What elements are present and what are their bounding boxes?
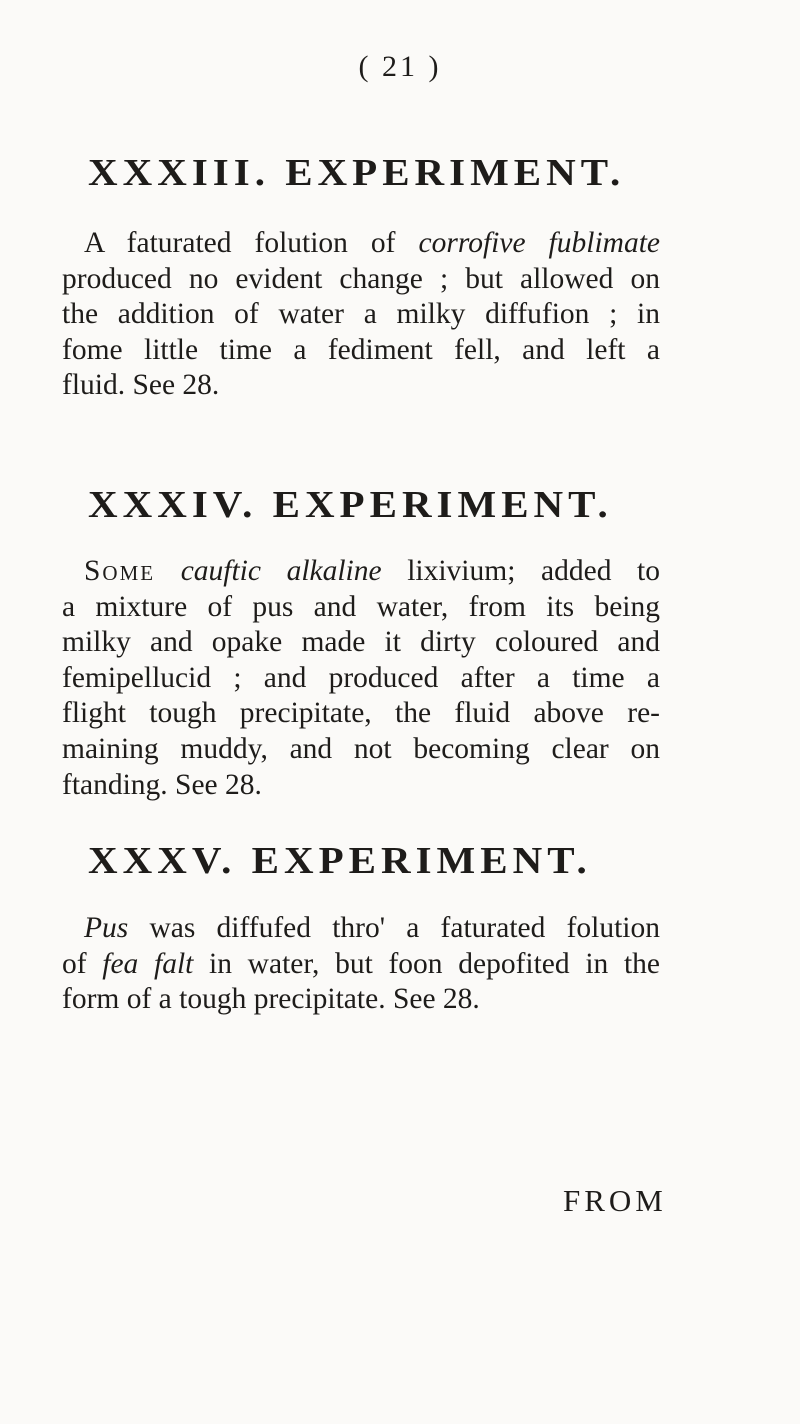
text-run: A faturated folution of [84,227,419,259]
text-line: milky and opake made it dirty coloured and [62,626,660,659]
text-line: the addition of water a milky diffufion ; in [62,298,660,331]
text-line: femipellucid ; and produced after a time a [62,661,660,694]
text-line [62,554,660,590]
italic-term: cauftic alkaline [180,555,382,587]
italic-term: Pus [84,912,129,944]
experiment-34-text [62,554,660,803]
text-run: lixivium; added to [381,555,660,587]
experiment-33-text [62,226,660,404]
text-line [62,911,660,947]
text-line [62,947,660,983]
text-line [62,226,660,262]
experiment-34-heading: XXXIV. EXPERIMENT. [88,482,613,526]
text-line: produced no evident change ; but allowed on [62,262,660,295]
experiment-35-heading: XXXV. EXPERIMENT. [88,838,592,882]
text-line: a mixture of pus and water, from its being [62,590,660,623]
experiment-35-text [62,911,660,1018]
experiment-33-heading: XXXIII. EXPERIMENT. [88,150,626,194]
page-number: ( 21 ) [358,50,442,83]
text-line: flight tough precipitate, the fluid above re- [62,697,660,730]
text-line: fome little time a fediment fell, and left a [62,333,660,366]
text-line: ftanding. See 28. [62,768,262,801]
text-run: was diffufed thro' a faturated folution [128,912,660,944]
small-caps-word: Some [84,555,156,587]
text-line: fluid. See 28. [62,369,220,402]
text-run: in water, but foon depofited in the [193,947,660,980]
text-line: maining muddy, and not becoming clear on [62,732,660,765]
italic-term: corrofive fublimate [418,227,660,259]
italic-term: fea falt [102,947,194,980]
text-run: of [62,947,103,980]
text-line: form of a tough precipitate. See 28. [62,983,480,1016]
catchword: FROM [563,1183,667,1218]
